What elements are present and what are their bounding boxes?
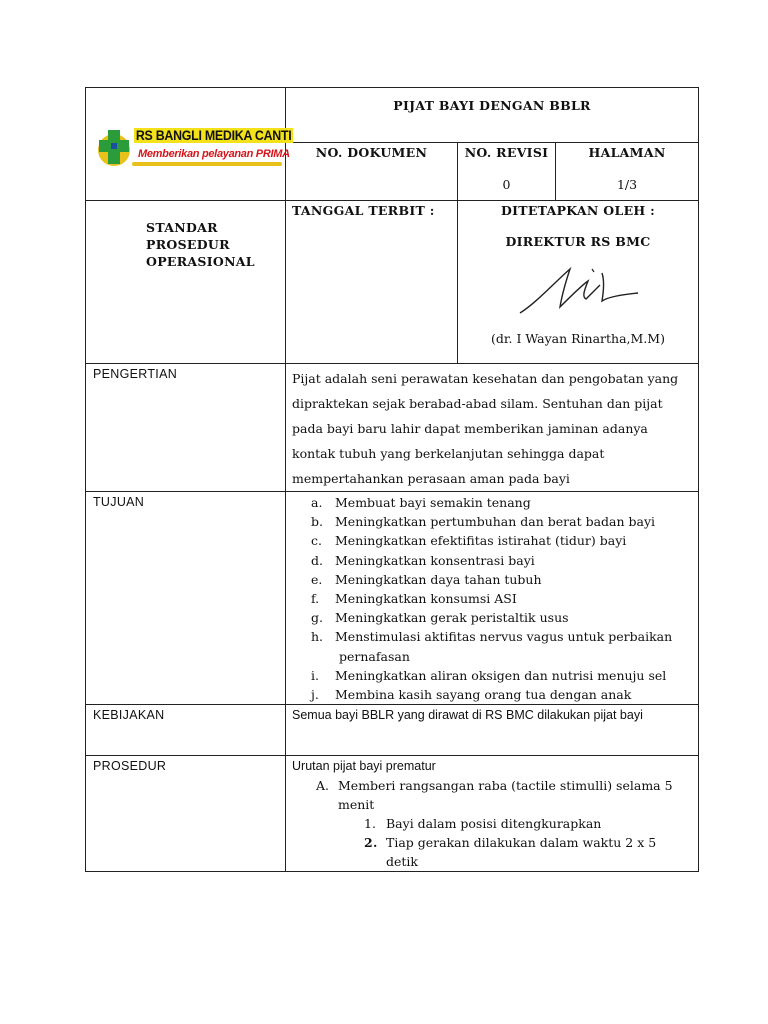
list-item [286, 685, 698, 704]
sop-label [86, 201, 285, 270]
list-item [286, 647, 698, 666]
list-text: Menstimulasi aktifitas nervus vagus untuk perbaikan [335, 629, 673, 645]
pengertian-label: PENGERTIAN [93, 367, 178, 381]
document-title-cell [286, 88, 699, 143]
sop-table [85, 87, 699, 872]
step-text: Memberi rangsangan raba (tactile stimulli) selama 5 menit [338, 778, 673, 813]
tujuan-label-cell [86, 492, 286, 705]
hospital-logo [96, 124, 292, 174]
cross-emblem-icon [96, 124, 136, 170]
kebijakan-text-cell [286, 705, 699, 756]
list-text: Meningkatkan konsentrasi bayi [335, 552, 535, 568]
list-marker: h. [311, 629, 324, 645]
list-text: Membina kasih sayang orang tua dengan anak [335, 687, 632, 703]
logo-tagline: Memberikan pelayanan PRIMA [138, 148, 290, 160]
tujuan-list [286, 492, 698, 704]
halaman-value: 1/3 [616, 177, 638, 192]
document-title: PIJAT BAYI DENGAN BBLR [393, 98, 591, 113]
sop-label-line-2: PROSEDUR [146, 237, 230, 252]
list-item [286, 493, 698, 512]
list-item [286, 531, 698, 550]
ditetapkan-cell [458, 201, 699, 364]
list-item [286, 608, 698, 627]
substep-marker: 1. [364, 816, 376, 832]
prosedur-block [286, 756, 698, 871]
no-dokumen-label: NO. DOKUMEN [315, 145, 428, 160]
halaman-label: HALAMAN [588, 145, 666, 160]
list-item [286, 570, 698, 589]
pengertian-text-cell [286, 364, 699, 492]
list-item [286, 589, 698, 608]
signature-icon [508, 263, 648, 321]
prosedur-substep [292, 814, 692, 833]
prosedur-intro: Urutan pijat bayi prematur [292, 759, 436, 774]
kebijakan-label: KEBIJAKAN [93, 708, 165, 723]
list-marker: a. [311, 495, 323, 510]
no-dokumen-cell [286, 143, 458, 201]
pengertian-text: Pijat adalah seni perawatan kesehatan dan pengobatan yang dipraktekan sejak berabad-abad silam. Sentuhan dan pijat pada bayi baru lahir dapat memberikan jaminan adanya kontak tubuh yang berkelanjutan sehingga dapat mempertahankan perasaan aman pada bayi [292, 371, 679, 486]
logo-underline [132, 162, 282, 166]
list-item [286, 627, 698, 646]
substep-text: Bayi dalam posisi ditengkurapkan [386, 816, 602, 832]
list-marker: c. [311, 533, 322, 549]
substep-marker: 2. [364, 835, 378, 851]
list-marker: d. [311, 552, 323, 568]
prosedur-label-cell [86, 756, 286, 872]
list-marker: b. [311, 514, 323, 530]
sop-label-line-3: OPERASIONAL [146, 254, 255, 269]
list-marker: i. [311, 667, 319, 683]
tujuan-list-cell [286, 492, 699, 705]
list-text: Meningkatkan aliran oksigen dan nutrisi menuju sel [335, 667, 667, 683]
kebijakan-label-cell [86, 705, 286, 756]
no-revisi-label: NO. REVISI [464, 145, 549, 160]
list-item [286, 512, 698, 531]
ditetapkan-label: DITETAPKAN OLEH : [500, 203, 656, 218]
list-text: Membuat bayi semakin tenang [335, 495, 531, 510]
step-marker: A. [316, 778, 330, 794]
ditetapkan-block [458, 201, 698, 346]
list-text: Meningkatkan efektifitas istirahat (tidur) bayi [335, 533, 627, 549]
logo-cell [86, 88, 292, 201]
prosedur-substep [292, 833, 692, 871]
kebijakan-text: Semua bayi BBLR yang dirawat di RS BMC dilakukan pijat bayi [292, 708, 643, 723]
prosedur-label: PROSEDUR [93, 759, 167, 774]
list-item [286, 666, 698, 685]
sop-document [85, 87, 698, 872]
tanggal-terbit-label: TANGGAL TERBIT : [292, 203, 435, 218]
list-marker: f. [311, 591, 320, 607]
prosedur-cell [286, 756, 699, 872]
list-marker: g. [311, 610, 323, 626]
logo-name: RS BANGLI MEDIKA CANTI [135, 128, 292, 143]
director-name: (dr. I Wayan Rinartha,M.M) [491, 331, 665, 346]
no-revisi-cell [458, 143, 556, 201]
no-revisi-value: 0 [502, 177, 511, 192]
prosedur-step-a [292, 776, 692, 814]
halaman-cell [556, 143, 699, 201]
list-text: pernafasan [339, 648, 410, 664]
list-text: Meningkatkan konsumsi ASI [335, 591, 517, 607]
list-marker: e. [311, 571, 323, 587]
tujuan-label: TUJUAN [93, 495, 145, 509]
substep-text: Tiap gerakan dilakukan dalam waktu 2 x 5 detik [386, 835, 657, 870]
pengertian-label-cell [86, 364, 286, 492]
list-text: Meningkatkan pertumbuhan dan berat badan bayi [335, 514, 656, 530]
list-marker: j. [311, 687, 319, 703]
list-item [286, 551, 698, 570]
sop-label-line-1: STANDAR [146, 220, 218, 235]
list-text: Meningkatkan gerak peristaltik usus [335, 610, 569, 626]
tanggal-terbit-cell [286, 201, 458, 364]
ditetapkan-by: DIREKTUR RS BMC [505, 234, 651, 249]
sop-label-cell [86, 201, 286, 364]
list-text: Meningkatkan daya tahan tubuh [335, 571, 542, 587]
